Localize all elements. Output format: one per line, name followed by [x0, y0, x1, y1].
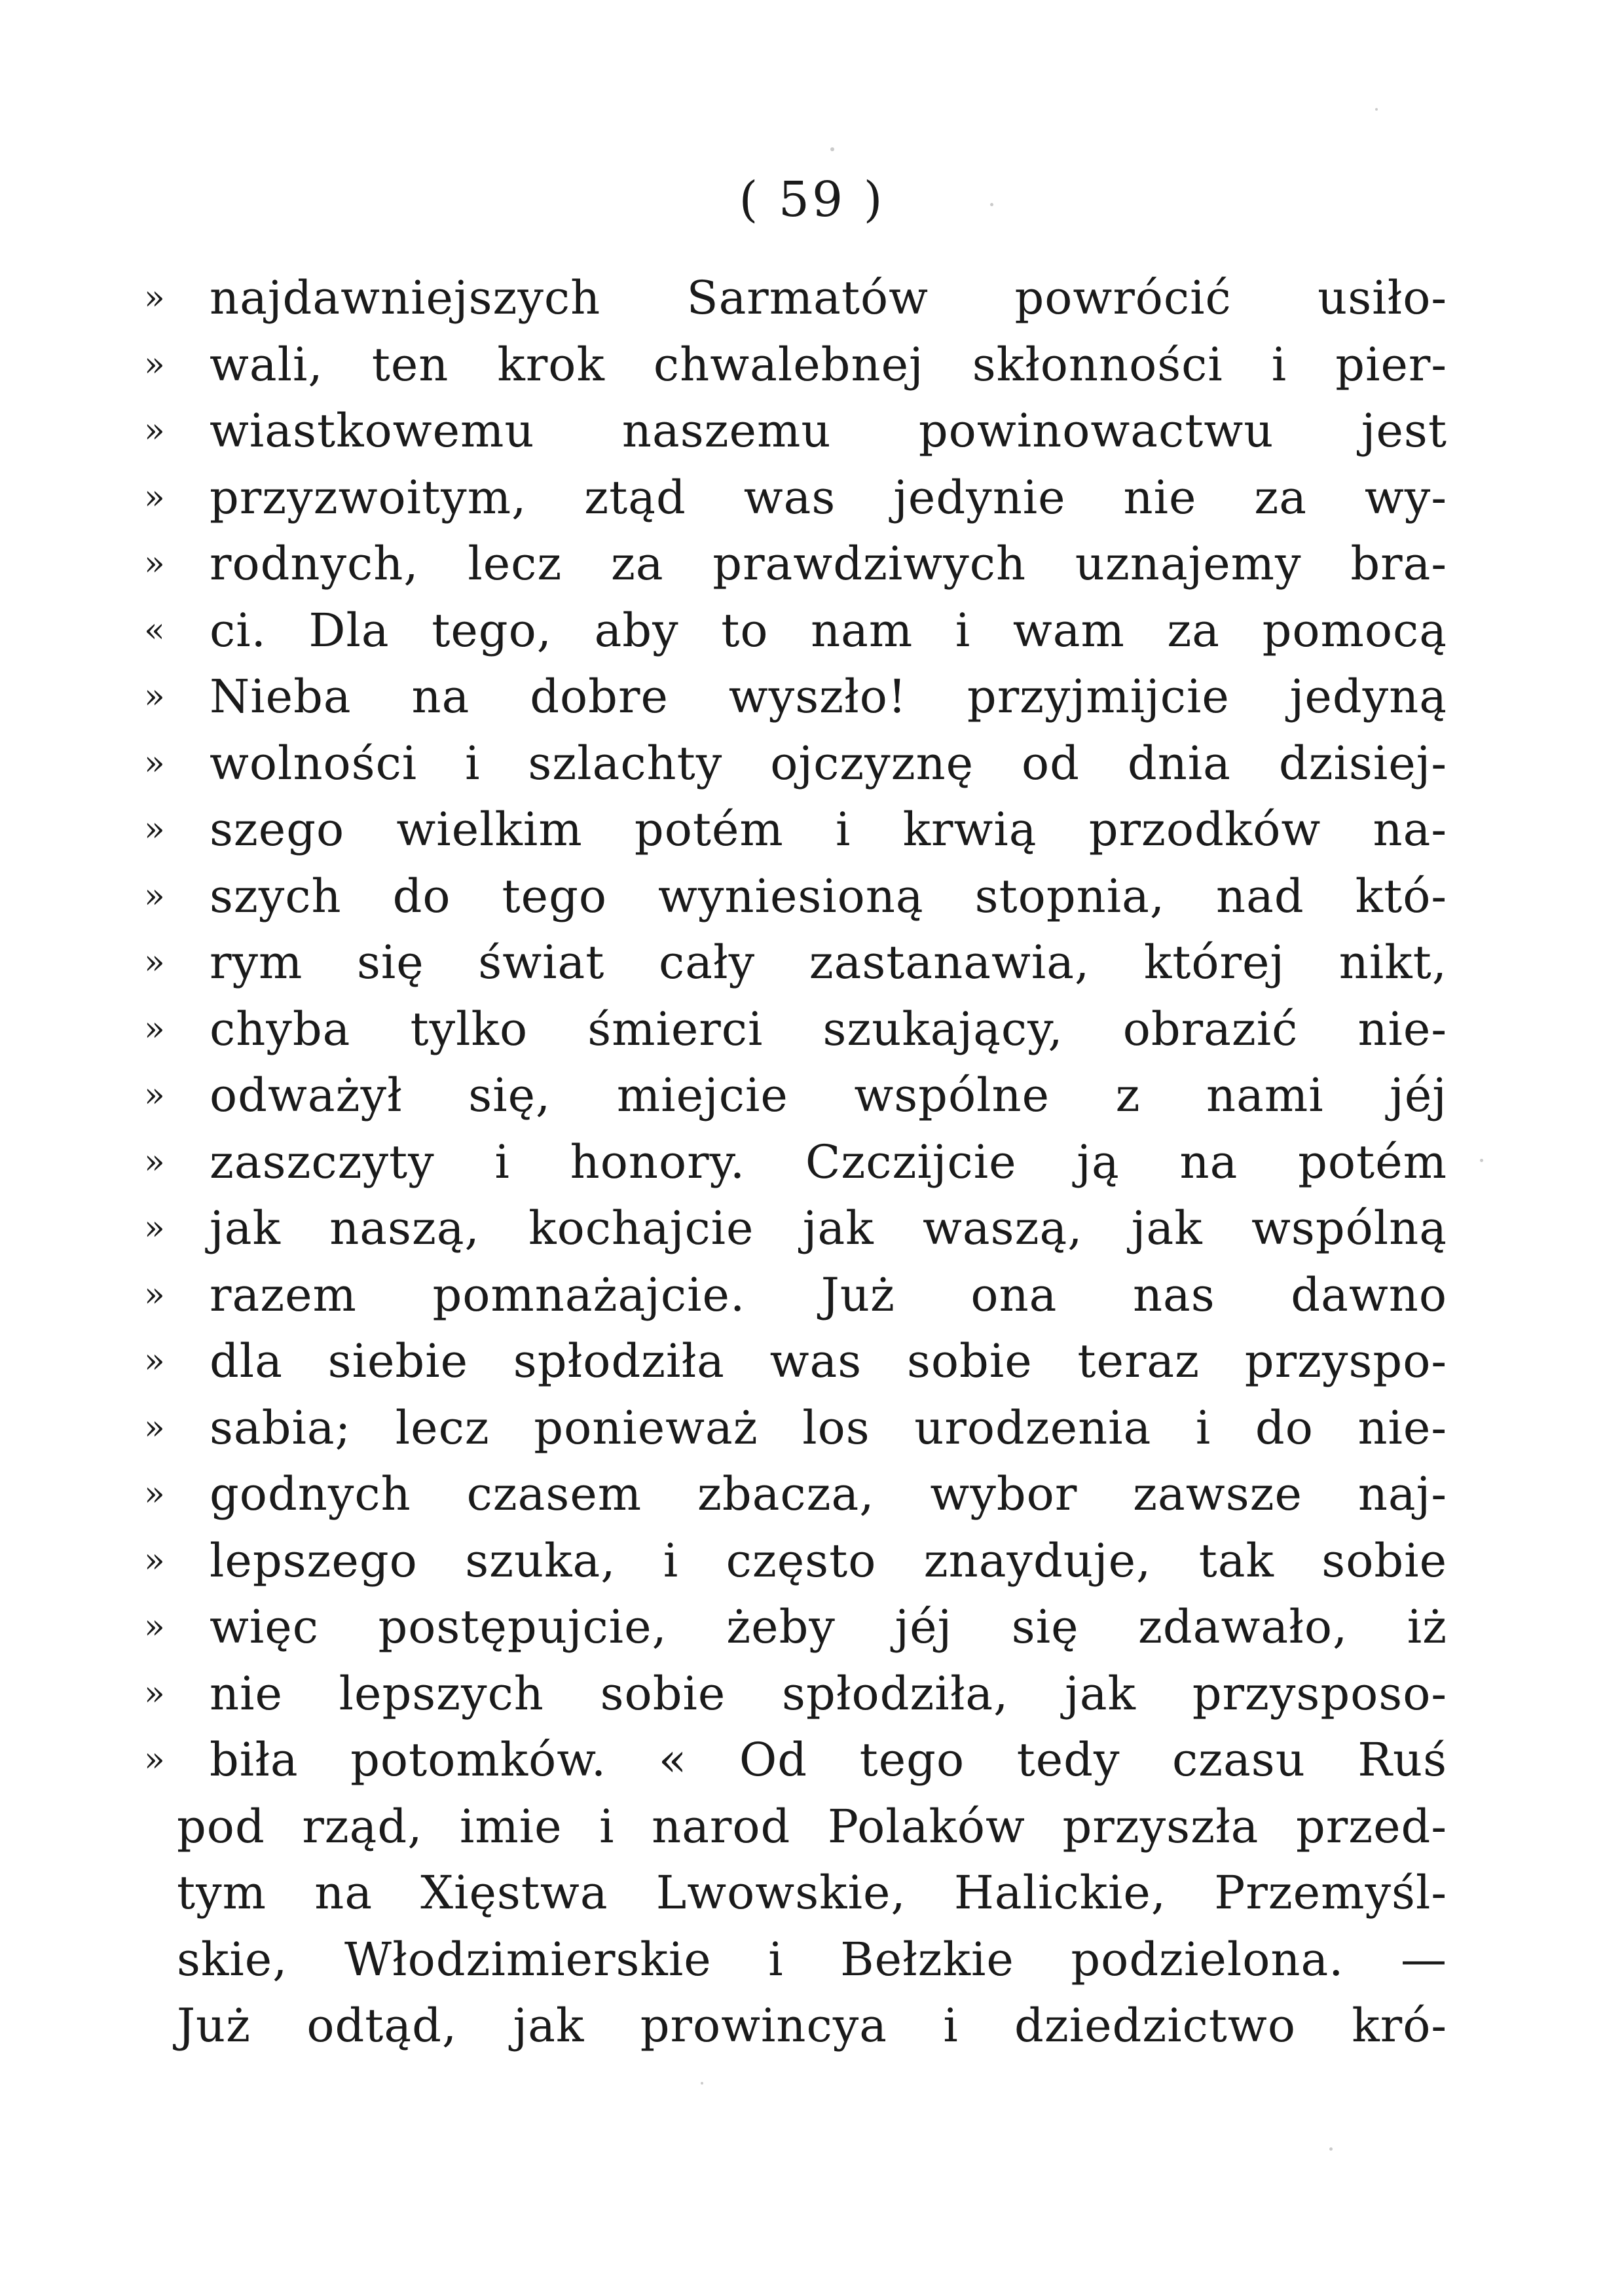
- line-text: wali, ten krok chwalebnej skłonności i pier-: [210, 337, 1447, 392]
- quote-marker: »: [144, 344, 165, 384]
- line-text: szego wielkim potém i krwią przodków na-: [210, 803, 1447, 856]
- text-line: [144, 1993, 1447, 2060]
- line-text: razem pomnażajcie. Już ona nas dawno: [210, 1267, 1447, 1322]
- line-text: jak naszą, kochajcie jak waszą, jak wspólną: [210, 1201, 1447, 1255]
- quote-marker: »: [144, 1341, 165, 1381]
- text-line: [144, 1594, 1447, 1661]
- text-line: [144, 1262, 1447, 1329]
- text-line: [144, 465, 1447, 532]
- quote-marker: »: [144, 1275, 165, 1315]
- text-line: [144, 797, 1447, 864]
- text-line: [144, 1195, 1447, 1262]
- quote-marker: »: [144, 1009, 165, 1049]
- text-line: [144, 864, 1447, 930]
- line-text: odważył się, miejcie wspólne z nami jéj: [210, 1068, 1447, 1122]
- quote-marker: »: [144, 1209, 165, 1248]
- text-line: [144, 1528, 1447, 1595]
- text-line: [144, 1927, 1447, 1994]
- text-line: [144, 996, 1447, 1063]
- text-line: [144, 531, 1447, 598]
- text-line: [144, 598, 1447, 665]
- line-text: wolności i szlachty ojczyznę od dnia dzisiej-: [210, 736, 1447, 790]
- quote-marker: «: [144, 610, 165, 650]
- scan-speck: [1375, 108, 1378, 111]
- line-text: Nieba na dobre wyszło! przyjmijcie jedyną: [210, 670, 1447, 723]
- line-text: sabia; lecz ponieważ los urodzenia i do nie-: [210, 1400, 1447, 1455]
- line-text: biła potomków. « Od tego tedy czasu Ruś: [210, 1733, 1447, 1787]
- scan-speck: [830, 147, 834, 151]
- line-text: chyba tylko śmierci szukający, obrazić nie-: [210, 1002, 1447, 1056]
- quote-marker: »: [144, 278, 165, 318]
- quote-marker: »: [144, 943, 165, 982]
- line-text: szych do tego wyniesioną stopnia, nad któ-: [210, 869, 1447, 923]
- quote-marker: »: [144, 1673, 165, 1713]
- line-text: pod rząd, imie i narod Polaków przyszła przed-: [177, 1799, 1447, 1853]
- scan-speck: [990, 203, 993, 206]
- quote-marker: »: [144, 544, 165, 583]
- quote-marker: »: [144, 743, 165, 783]
- text-line: [144, 265, 1447, 332]
- quote-marker: »: [144, 411, 165, 450]
- text-line: [144, 664, 1447, 731]
- line-text: rym się świat cały zastanawia, której nikt,: [210, 936, 1447, 989]
- quote-marker: »: [144, 677, 165, 716]
- body-text: [144, 265, 1447, 2060]
- scan-speck: [1329, 2147, 1333, 2151]
- line-text: rodnych, lecz za prawdziwych uznajemy bra-: [210, 537, 1447, 591]
- text-line: [144, 1461, 1447, 1528]
- text-line: [144, 731, 1447, 797]
- quote-marker: »: [144, 477, 165, 517]
- quote-marker: »: [144, 1540, 165, 1580]
- text-line: [144, 1661, 1447, 1728]
- line-text: godnych czasem zbacza, wybor zawsze naj-: [210, 1467, 1447, 1521]
- text-line: [144, 1328, 1447, 1395]
- line-text: lepszego szuka, i często znayduje, tak sobie: [210, 1533, 1447, 1588]
- line-text: więc postępujcie, żeby jéj się zdawało, iż: [210, 1600, 1447, 1654]
- quote-marker: »: [144, 810, 165, 849]
- text-line: [144, 1727, 1447, 1794]
- quote-marker: »: [144, 1607, 165, 1647]
- line-text: ci. Dla tego, aby to nam i wam za pomocą: [210, 603, 1447, 657]
- line-text: przyzwoitym, ztąd was jedynie nie za wy-: [210, 470, 1447, 524]
- text-line: [144, 1794, 1447, 1861]
- text-line: [144, 1860, 1447, 1927]
- scan-speck: [701, 2082, 703, 2085]
- text-line: [144, 1063, 1447, 1129]
- line-text: zaszczyty i honory. Czczijcie ją na potém: [210, 1135, 1447, 1189]
- line-text: skie, Włodzimierskie i Bełzkie podzielona. —: [177, 1932, 1447, 1986]
- quote-marker: »: [144, 1740, 165, 1779]
- quote-marker: »: [144, 876, 165, 916]
- line-text: tym na Xięstwa Lwowskie, Halickie, Przemyśl-: [177, 1866, 1447, 1920]
- text-line: [144, 930, 1447, 996]
- line-text: Już odtąd, jak prowincya i dziedzictwo kró-: [177, 1999, 1447, 2052]
- quote-marker: »: [144, 1076, 165, 1115]
- scan-speck: [1480, 1159, 1483, 1162]
- quote-marker: »: [144, 1408, 165, 1448]
- quote-marker: »: [144, 1142, 165, 1182]
- line-text: dla siebie spłodziła was sobie teraz przyspo-: [210, 1334, 1447, 1388]
- line-text: najdawniejszych Sarmatów powrócić usiło-: [210, 271, 1447, 325]
- text-line: [144, 1129, 1447, 1196]
- line-text: wiastkowemu naszemu powinowactwu jest: [210, 404, 1447, 458]
- text-line: [144, 1395, 1447, 1462]
- quote-marker: »: [144, 1474, 165, 1514]
- text-line: [144, 398, 1447, 465]
- line-text: nie lepszych sobie spłodziła, jak przysposo-: [210, 1666, 1447, 1721]
- text-line: [144, 332, 1447, 399]
- page-number: ( 59 ): [739, 172, 885, 228]
